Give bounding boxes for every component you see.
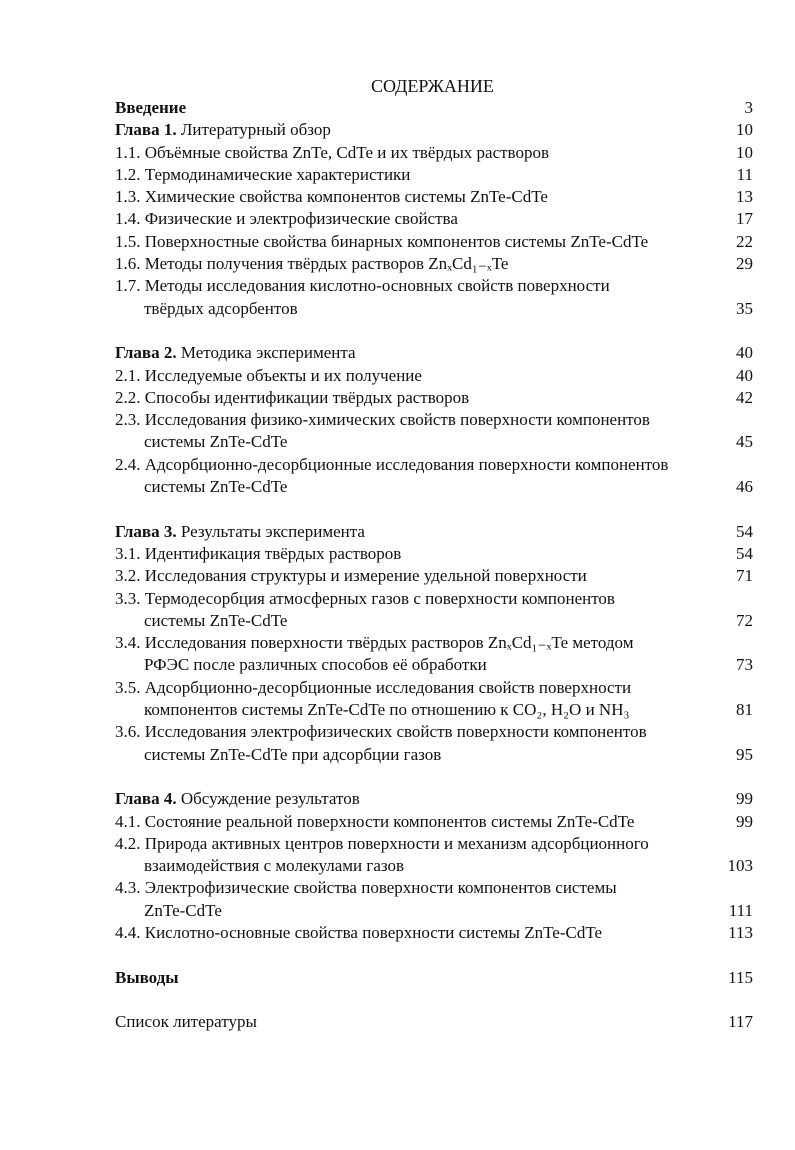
page-number: 45 (736, 432, 753, 452)
entry-text-continuation: ZnTe-CdTe (144, 900, 222, 920)
toc-entry (115, 677, 753, 699)
toc-entry (115, 208, 753, 230)
entry-title (115, 231, 648, 253)
entry-text: 3.5. Адсорбционно-десорбционные исследования свойств поверхности (115, 677, 632, 697)
entry-text: Обсуждение результатов (180, 789, 360, 809)
toc-entry-continuation (115, 610, 753, 632)
entry-title (115, 521, 365, 543)
entry-text: 3.6. Исследования электрофизических свойств поверхности компонентов (115, 722, 647, 742)
entry-text: 1.1. Объёмные свойства ZnTe, CdTe и их твёрдых растворов (115, 142, 549, 162)
page-number: 81 (736, 700, 753, 720)
entry-text-continuation: системы ZnTe-CdTe (144, 432, 288, 452)
page-number: 46 (736, 477, 753, 497)
spacer (115, 498, 753, 520)
toc-entry (115, 409, 753, 431)
page-number: 3 (744, 98, 753, 117)
entry-title (115, 409, 650, 431)
toc-entry-continuation (115, 431, 753, 453)
toc-entry (115, 97, 753, 119)
toc-entry (115, 342, 753, 364)
empty (723, 454, 753, 476)
page-number: 40 (736, 365, 753, 385)
toc-entry (115, 275, 753, 297)
toc-entry (115, 119, 753, 141)
toc-entry (115, 811, 753, 833)
entry-text-continuation: системы ZnTe-CdTe (144, 610, 288, 630)
toc-entry (115, 833, 753, 855)
toc-entry (115, 231, 753, 253)
entry-title (115, 365, 422, 387)
empty (723, 632, 753, 654)
toc-entry (115, 142, 753, 164)
toc-entry (115, 588, 753, 610)
toc-entry (115, 387, 753, 409)
entry-text: 4.2. Природа активных центров поверхности и механизм адсорбционного (115, 833, 649, 853)
entry-text: Список литературы (115, 1012, 257, 1032)
toc-entry (115, 877, 753, 899)
toc-entry (115, 365, 753, 387)
page-title: СОДЕРЖАНИЕ (371, 76, 494, 96)
entry-heading: Глава 2. (115, 343, 177, 363)
entry-text: Методика эксперимента (180, 343, 356, 363)
toc-entry (115, 967, 753, 989)
spacer (115, 320, 753, 342)
entry-title (115, 543, 401, 565)
entry-title (115, 922, 602, 944)
page-number: 13 (736, 187, 753, 207)
entry-text: 2.4. Адсорбционно-десорбционные исследования поверхности компонентов (115, 454, 669, 474)
entry-text: 1.6. Методы получения твёрдых растворов ZnₓCd₁₋ₓTe (115, 254, 509, 274)
toc-entry (115, 721, 753, 743)
entry-title (115, 788, 360, 810)
entry-title (115, 1011, 257, 1033)
entry-title (115, 119, 331, 141)
entry-title (115, 632, 633, 654)
empty (723, 721, 753, 743)
entry-title (115, 811, 634, 833)
empty (723, 409, 753, 431)
entry-title (115, 208, 458, 230)
page-number: 71 (736, 566, 753, 586)
page-number: 22 (736, 231, 753, 251)
entry-text-continuation: твёрдых адсорбентов (144, 298, 298, 318)
entry-text: Литературный обзор (180, 120, 331, 140)
entry-title (115, 142, 549, 164)
entry-text-continuation: РФЭС после различных способов её обработки (144, 655, 487, 675)
empty (723, 833, 753, 855)
entry-text: 3.2. Исследования структуры и измерение удельной поверхности (115, 566, 587, 586)
spacer (115, 766, 753, 788)
entry-title (115, 97, 186, 119)
table-of-contents (115, 97, 753, 1033)
page-number: 40 (736, 343, 753, 363)
empty (723, 677, 753, 699)
toc-entry (115, 164, 753, 186)
toc-entry (115, 632, 753, 654)
page-number: 115 (728, 967, 753, 987)
toc-entry (115, 788, 753, 810)
empty (723, 877, 753, 899)
entry-text: 3.4. Исследования поверхности твёрдых растворов ZnₓCd₁₋ₓTe методом (115, 633, 634, 653)
entry-title (115, 721, 647, 743)
page-number: 99 (736, 789, 753, 809)
toc-entry-continuation (115, 900, 753, 922)
empty (723, 588, 753, 610)
page-number: 54 (736, 521, 753, 541)
toc-entry (115, 454, 753, 476)
entry-text: 1.2. Термодинамические характеристики (115, 164, 411, 184)
page-number: 11 (736, 164, 753, 184)
entry-text: 4.3. Электрофизические свойства поверхности компонентов системы (115, 878, 617, 898)
page-number: 10 (736, 120, 753, 140)
spacer (115, 944, 753, 966)
entry-heading: Глава 4. (115, 789, 177, 809)
page-number: 35 (736, 298, 753, 318)
toc-entry (115, 922, 753, 944)
entry-heading: Глава 3. (115, 521, 177, 541)
page-number: 103 (727, 856, 753, 876)
entry-title (115, 253, 508, 275)
page-number: 95 (736, 744, 753, 764)
entry-heading: Глава 1. (115, 120, 177, 140)
page-number: 54 (736, 543, 753, 563)
entry-title (115, 454, 668, 476)
page-number: 42 (736, 387, 753, 407)
entry-text: 2.1. Исследуемые объекты и их получение (115, 365, 422, 385)
entry-text-continuation: системы ZnTe-CdTe при адсорбции газов (144, 744, 442, 764)
entry-text-continuation: взаимодействия с молекулами газов (144, 856, 405, 876)
entry-text-continuation: компонентов системы ZnTe-CdTe по отношению к CO₂, H₂O и NH₃ (144, 700, 630, 720)
page-number: 73 (736, 655, 753, 675)
toc-entry (115, 543, 753, 565)
page-number: 72 (736, 610, 753, 630)
entry-title (115, 186, 548, 208)
toc-entry (115, 253, 753, 275)
toc-entry-continuation (115, 744, 753, 766)
entry-text: 1.3. Химические свойства компонентов системы ZnTe-CdTe (115, 187, 548, 207)
page-number: 113 (728, 922, 753, 942)
page-number: 10 (736, 142, 753, 162)
entry-heading: Выводы (115, 967, 179, 987)
entry-text: 4.1. Состояние реальной поверхности компонентов системы ZnTe-CdTe (115, 811, 635, 831)
entry-title (115, 387, 469, 409)
entry-text: 1.7. Методы исследования кислотно-основных свойств поверхности (115, 276, 610, 296)
entry-title (115, 877, 617, 899)
entry-title (115, 967, 179, 989)
spacer (115, 989, 753, 1011)
toc-entry-continuation (115, 699, 753, 721)
entry-text: Результаты эксперимента (180, 521, 365, 541)
entry-text: 2.3. Исследования физико-химических свойств поверхности компонентов (115, 410, 650, 430)
entry-text: 1.5. Поверхностные свойства бинарных компонентов системы ZnTe-CdTe (115, 231, 649, 251)
entry-title (115, 275, 610, 297)
entry-title (115, 342, 356, 364)
page-number: 99 (736, 811, 753, 831)
entry-text: 3.3. Термодесорбция атмосферных газов с поверхности компонентов (115, 588, 615, 608)
page-number: 29 (736, 254, 753, 274)
entry-text: 4.4. Кислотно-основные свойства поверхности системы ZnTe-CdTe (115, 922, 603, 942)
empty (723, 275, 753, 297)
toc-entry-continuation (115, 855, 753, 877)
page-number: 17 (736, 209, 753, 229)
toc-entry (115, 521, 753, 543)
entry-text: 2.2. Способы идентификации твёрдых растворов (115, 387, 470, 407)
entry-text-continuation: системы ZnTe-CdTe (144, 477, 288, 497)
toc-entry (115, 186, 753, 208)
page-number: 117 (728, 1012, 753, 1032)
entry-title (115, 164, 410, 186)
entry-title (115, 588, 615, 610)
toc-entry-continuation (115, 298, 753, 320)
toc-entry-continuation (115, 654, 753, 676)
entry-title (115, 565, 587, 587)
toc-entry-continuation (115, 476, 753, 498)
entry-text: 3.1. Идентификация твёрдых растворов (115, 543, 402, 563)
toc-entry (115, 1011, 753, 1033)
entry-title (115, 677, 631, 699)
entry-text: 1.4. Физические и электрофизические свойства (115, 209, 458, 229)
entry-heading: Введение (115, 98, 187, 117)
entry-title (115, 833, 649, 855)
toc-entry (115, 565, 753, 587)
page-number: 111 (728, 900, 753, 920)
